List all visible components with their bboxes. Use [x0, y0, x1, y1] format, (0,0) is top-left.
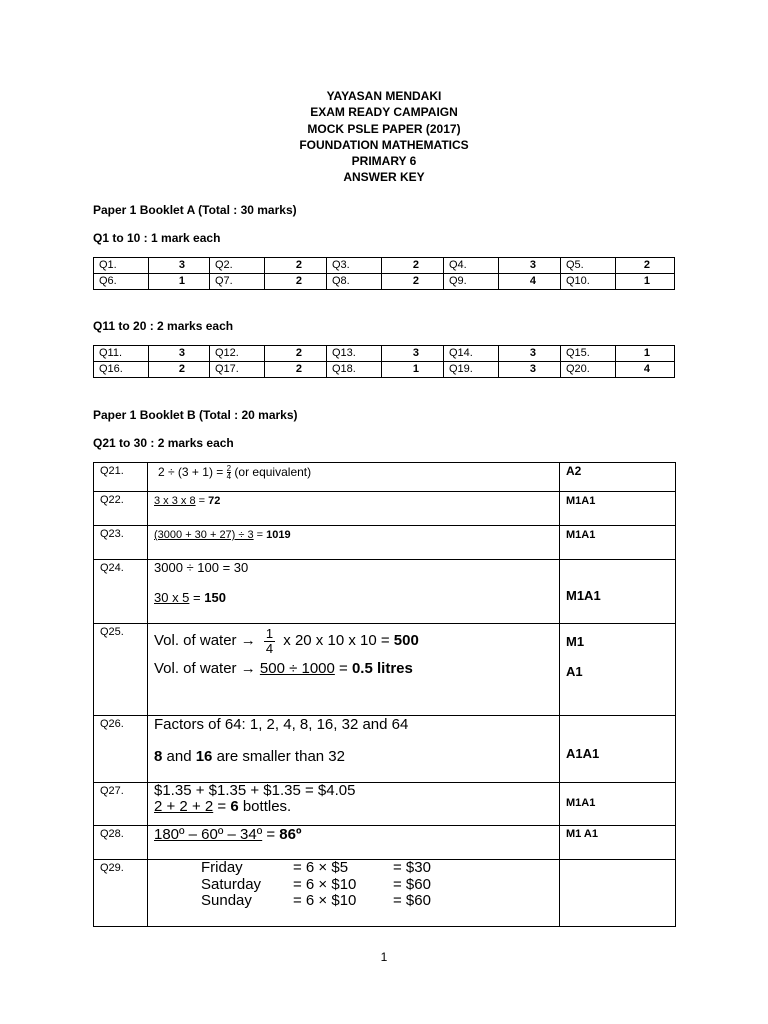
answer-cell: 3	[149, 258, 210, 274]
question-number: Q29.	[100, 862, 124, 874]
answer-cell: 1	[149, 274, 210, 290]
section1-heading: Q1 to 10 : 1 mark each	[93, 231, 221, 245]
answer-working: Factors of 64: 1, 2, 4, 8, 16, 32 and 64 8 and 16 are smaller than 32	[154, 716, 409, 765]
marks: A1A1	[566, 746, 600, 761]
question-cell: Q2.	[210, 258, 265, 274]
booklet-b-table	[93, 462, 676, 927]
table-row	[94, 560, 676, 624]
section2-heading: Q11 to 20 : 2 marks each	[93, 319, 234, 333]
answer-cell: 3	[149, 346, 210, 362]
question-cell: Q10.	[561, 274, 616, 290]
page-number: 1	[380, 950, 388, 964]
answer-cell: 3	[499, 362, 561, 378]
answer-cell: 1	[382, 362, 444, 378]
answer-cell: 2	[265, 258, 327, 274]
table-row	[94, 463, 676, 492]
table-row	[94, 274, 675, 290]
question-cell: Q7.	[210, 274, 265, 290]
table-row	[94, 346, 675, 362]
fraction: $\frac{1}{4}$	[265, 625, 274, 656]
question-cell: Q12.	[210, 346, 265, 362]
marks: A2	[566, 464, 582, 478]
table-row	[94, 826, 676, 860]
section-b-heading: Q21 to 30 : 2 marks each	[93, 436, 234, 450]
question-cell: Q8.	[327, 274, 382, 290]
question-number: Q26.	[100, 718, 124, 730]
answer-cell: 3	[382, 346, 444, 362]
answer-cell: 1	[616, 346, 675, 362]
day-label: Friday	[201, 859, 243, 876]
table-row	[94, 526, 676, 560]
marks: M1	[566, 634, 585, 649]
table-row	[94, 783, 676, 826]
title-line-6: ANSWER KEY	[343, 170, 425, 185]
answer-working: 3000 ÷ 100 = 30 30 x 5 = 150	[154, 560, 249, 605]
day-label: Sunday	[201, 892, 252, 909]
section2-table	[93, 345, 675, 378]
answer-cell: 1	[616, 274, 675, 290]
question-cell: Q18.	[327, 362, 382, 378]
title-line-2: EXAM READY CAMPAIGN	[310, 105, 458, 120]
answer-cell: 2	[382, 274, 444, 290]
question-cell: Q1.	[94, 258, 149, 274]
booklet-b-heading: Paper 1 Booklet B (Total : 20 marks)	[93, 408, 298, 422]
title-line-3: MOCK PSLE PAPER (2017)	[307, 121, 461, 136]
answer-cell: 2	[265, 346, 327, 362]
answer-working: (3000 + 30 + 27) ÷ 3 = 1019	[154, 529, 291, 541]
question-number: Q27.	[100, 785, 124, 797]
marks: M1A1	[566, 529, 596, 541]
marks: M1 A1	[566, 828, 598, 840]
question-number: Q21.	[100, 465, 124, 477]
answer-cell: 4	[499, 274, 561, 290]
answer-working: Friday = 6 × $5 = $30 Saturday = 6 × $10 = $60 Sunday = 6 × $10 = $60	[201, 859, 431, 909]
answer-cell: 4	[616, 362, 675, 378]
answer-cell: 2	[616, 258, 675, 274]
section1-table	[93, 257, 675, 290]
answer-cell: 2	[265, 362, 327, 378]
answer-cell: 2	[265, 274, 327, 290]
table-row	[94, 492, 676, 526]
title-line-1: YAYASAN MENDAKI	[326, 89, 442, 103]
question-number: Q24.	[100, 562, 124, 574]
answer-cell: 2	[149, 362, 210, 378]
question-cell: Q20.	[561, 362, 616, 378]
question-number: Q22.	[100, 494, 124, 506]
title-line-5: PRIMARY 6	[351, 154, 417, 169]
table-row	[94, 860, 676, 927]
marks: M1A1	[566, 588, 601, 603]
question-cell: Q4.	[444, 258, 499, 274]
marks: A1	[566, 664, 583, 679]
question-cell: Q14.	[444, 346, 499, 362]
answer-cell: 3	[499, 346, 561, 362]
answer-working: Vol. of water → $\frac{1}{4}$ x 20 x 10 x 10 = 500 Vol. of water → 500 ÷ 1000 = 0.5 litres	[154, 625, 419, 677]
answer-cell: 3	[499, 258, 561, 274]
question-number: Q25.	[100, 626, 124, 638]
question-cell: Q13.	[327, 346, 382, 362]
day-label: Saturday	[201, 875, 262, 893]
table-row	[94, 258, 675, 274]
answer-working: 180º – 60º – 34º = 86º	[154, 826, 302, 843]
table-row	[94, 624, 676, 716]
marks: M1A1	[566, 797, 596, 809]
question-cell: Q19.	[444, 362, 499, 378]
question-cell: Q17.	[210, 362, 265, 378]
booklet-a-heading: Paper 1 Booklet A (Total : 30 marks)	[93, 203, 297, 217]
answer-working: 3 x 3 x 8 = 72	[154, 495, 221, 507]
question-cell: Q5.	[561, 258, 616, 274]
marks: M1A1	[566, 495, 596, 507]
answer-cell: 2	[382, 258, 444, 274]
answer-working: $1.35 + $1.35 + $1.35 = $4.05 2 + 2 + 2 = 6 bottles.	[154, 782, 356, 815]
table-row	[94, 716, 676, 783]
question-cell: Q15.	[561, 346, 616, 362]
table-row	[94, 362, 675, 378]
question-cell: Q16.	[94, 362, 149, 378]
question-cell: Q3.	[327, 258, 382, 274]
question-cell: Q11.	[94, 346, 149, 362]
answer-working: 2 ÷ (3 + 1) = $\frac{2}{4}$ (or equivalent)	[158, 464, 312, 482]
document-title	[0, 88, 768, 186]
question-number: Q28.	[100, 828, 124, 840]
question-cell: Q9.	[444, 274, 499, 290]
fraction: $\frac{2}{4}$	[226, 464, 232, 482]
title-line-4: FOUNDATION MATHEMATICS	[299, 137, 469, 152]
question-cell: Q6.	[94, 274, 149, 290]
question-number: Q23.	[100, 528, 124, 540]
marks	[560, 860, 676, 927]
